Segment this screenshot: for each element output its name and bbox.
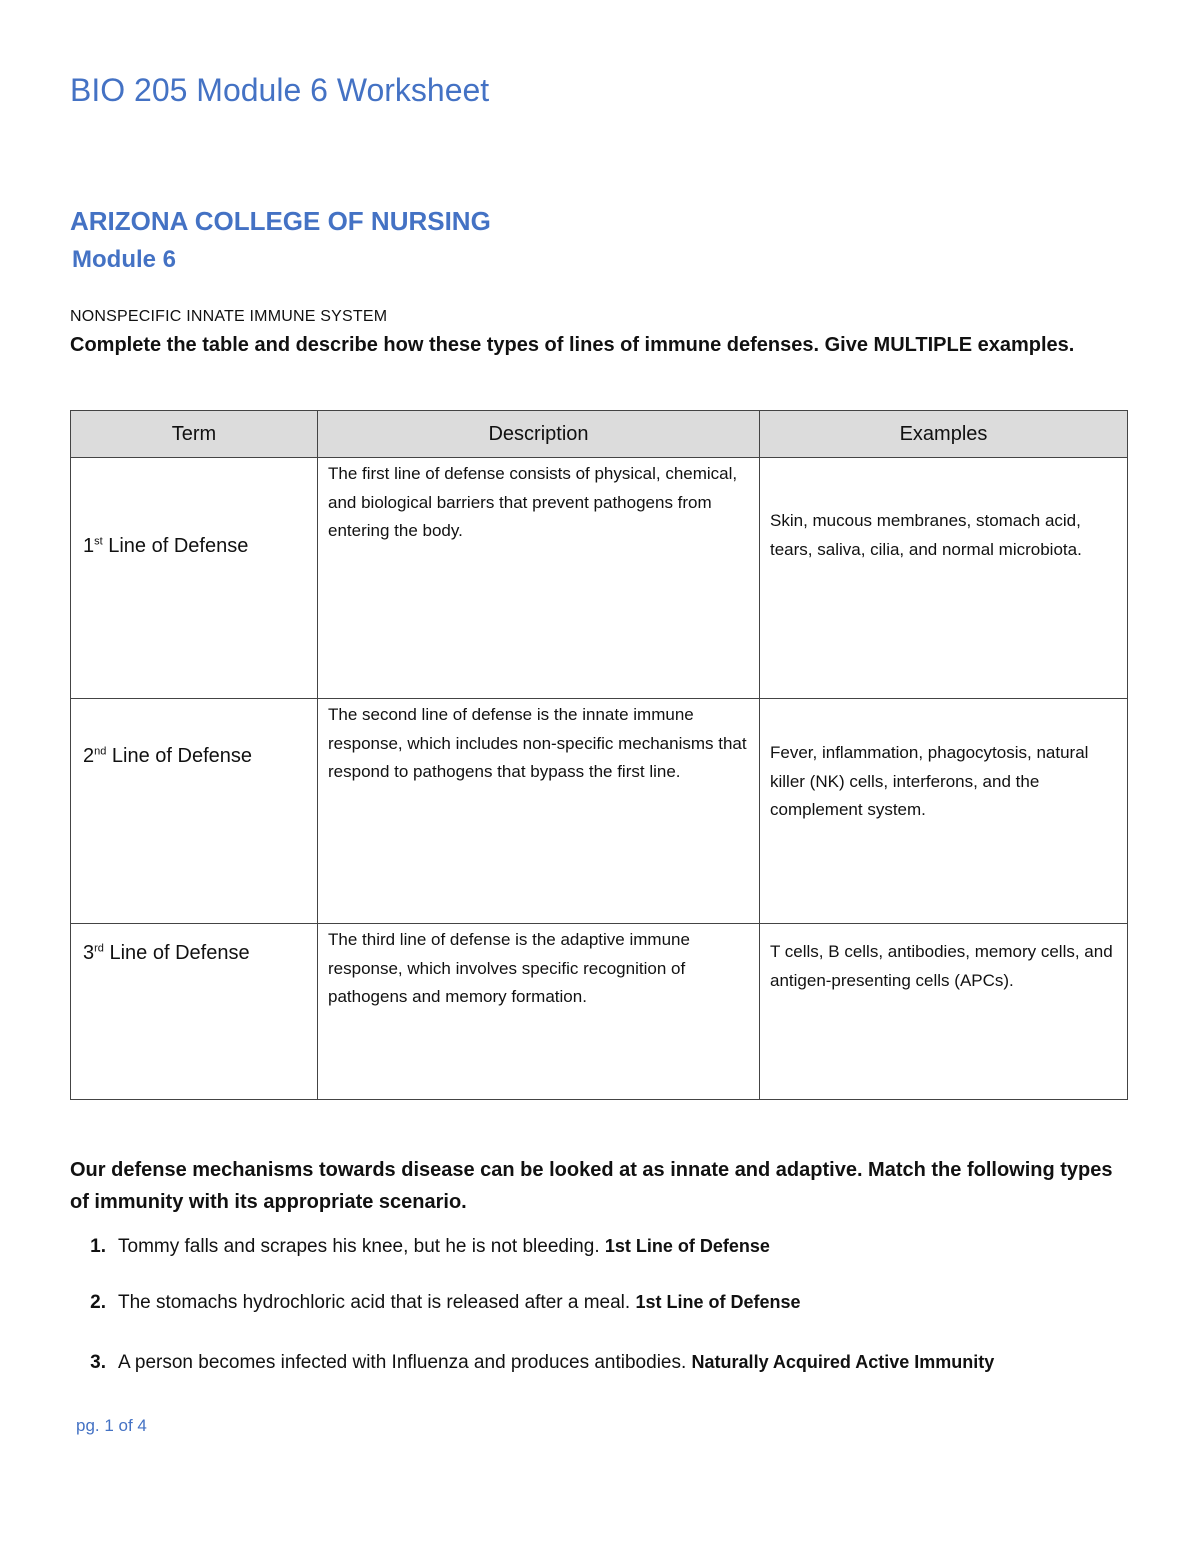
header-description: Description [318, 411, 760, 458]
examples-cell: T cells, B cells, antibodies, memory cells, and antigen-presenting cells (APCs). [760, 924, 1128, 1100]
module-heading: Module 6 [72, 246, 177, 273]
description-cell: The second line of defense is the innate immune response, which includes non-specific mechanisms that respond to pathogens that bypass the first line. [318, 699, 760, 924]
examples-cell: Skin, mucous membranes, stomach acid, tears, saliva, cilia, and normal microbiota. [760, 458, 1128, 699]
term-cell [71, 458, 318, 699]
table-header-row [71, 411, 1128, 458]
defense-table [70, 410, 1128, 1100]
answer-text: 1st Line of Defense [604, 1236, 770, 1256]
answer-text: 1st Line of Defense [635, 1292, 801, 1312]
header-term: Term [71, 411, 318, 458]
organization-title: ARIZONA COLLEGE OF NURSING [70, 206, 491, 236]
section-label: NONSPECIFIC INNATE IMMUNE SYSTEM [70, 308, 388, 325]
term-label: 1st Line of Defense [83, 535, 249, 557]
table-row [71, 699, 1128, 924]
term-cell [71, 699, 318, 924]
page-number: pg. 1 of 4 [76, 1416, 147, 1435]
table-row [71, 924, 1128, 1100]
list-item: 1. Tommy falls and scrapes his knee, but he is not bleeding. 1st Line of Defense [90, 1236, 770, 1257]
term-label: 3rd Line of Defense [83, 942, 250, 964]
table-instruction: Complete the table and describe how these types of lines of immune defenses. Give MULTIPLE examples. [70, 334, 1075, 356]
table-row [71, 458, 1128, 699]
header-examples: Examples [760, 411, 1128, 458]
matching-intro: Our defense mechanisms towards disease can be looked at as innate and adaptive. Match the following types of immunity with its appropriate scenario. [70, 1159, 1113, 1213]
answer-text: Naturally Acquired Active Immunity [691, 1352, 995, 1372]
term-cell [71, 924, 318, 1100]
description-cell: The first line of defense consists of physical, chemical, and biological barriers that prevent pathogens from entering the body. [318, 458, 760, 699]
document-title: BIO 205 Module 6 Worksheet [70, 72, 490, 108]
description-cell: The third line of defense is the adaptive immune response, which involves specific recognition of pathogens and memory formation. [318, 924, 760, 1100]
list-item: 2. The stomachs hydrochloric acid that is released after a meal. 1st Line of Defense [90, 1292, 801, 1313]
list-item: 3. A person becomes infected with Influenza and produces antibodies. Naturally Acquired Active Immunity [90, 1352, 995, 1373]
term-label: 2nd Line of Defense [83, 745, 253, 767]
examples-cell: Fever, inflammation, phagocytosis, natural killer (NK) cells, interferons, and the complement system. [760, 699, 1128, 924]
